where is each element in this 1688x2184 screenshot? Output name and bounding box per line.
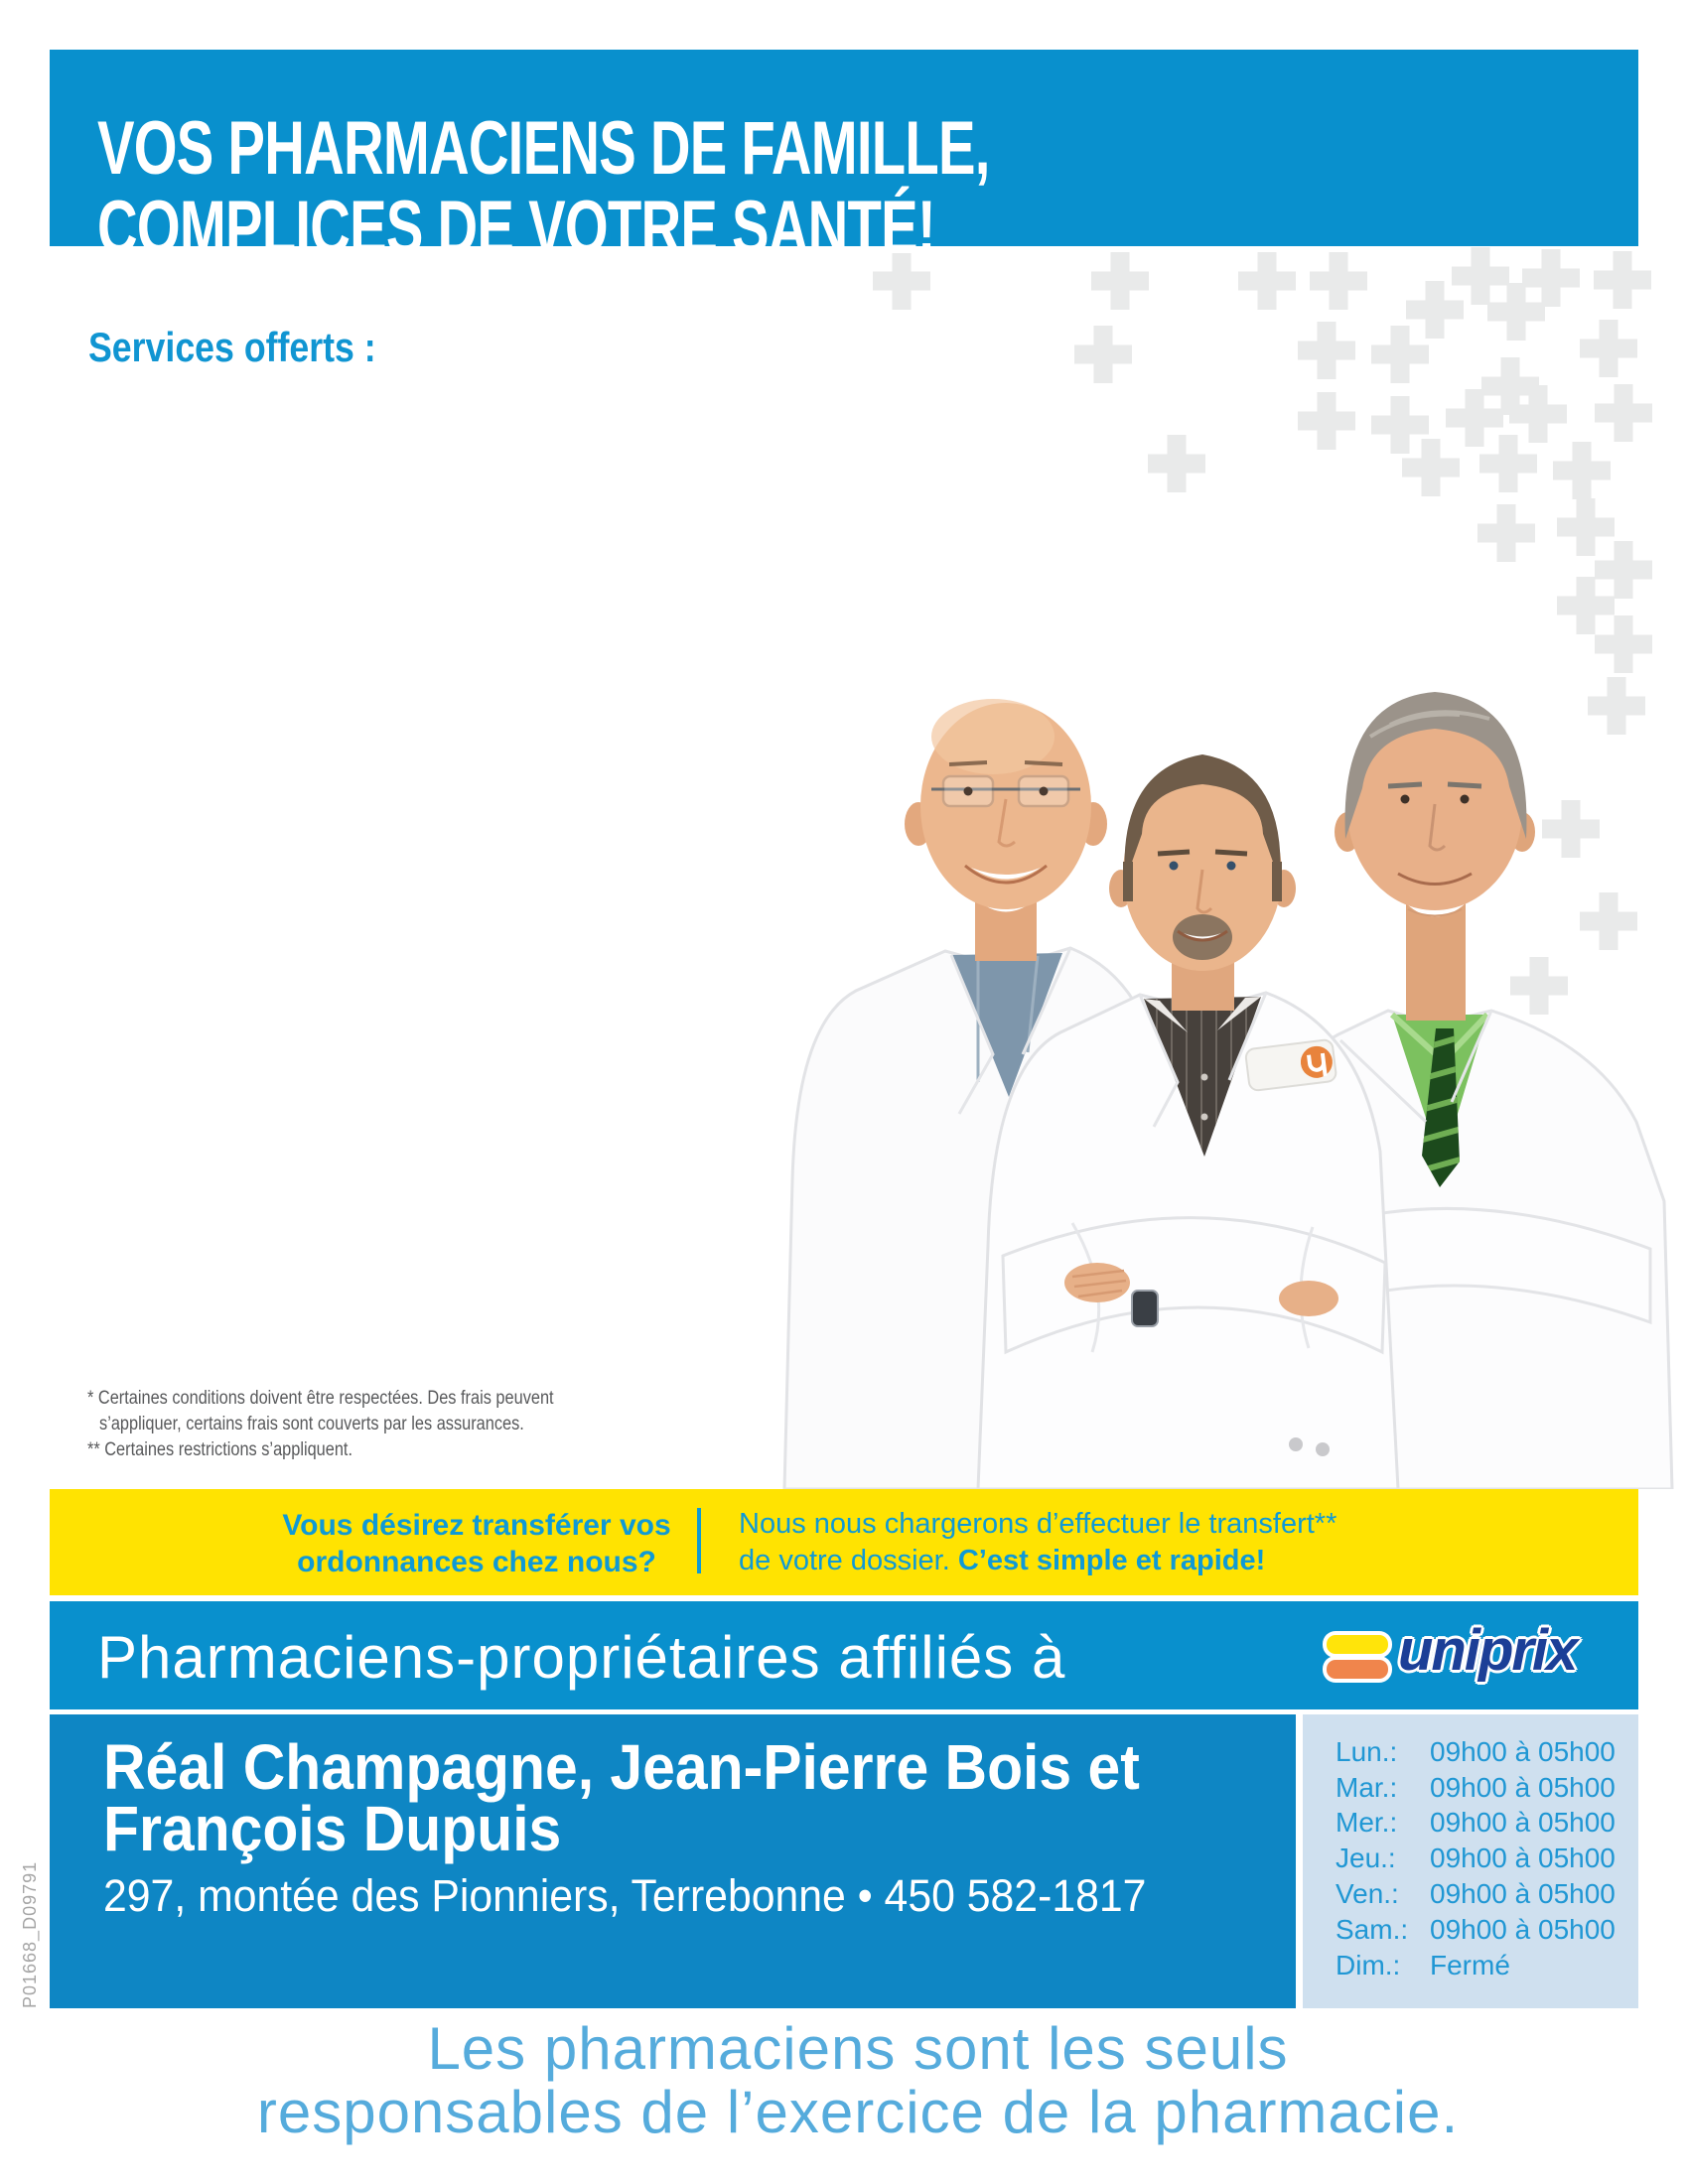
print-code: P01668_D09791: [20, 1860, 40, 2008]
disclaimer: [87, 1386, 554, 1463]
hours-row: [1336, 1734, 1638, 1770]
pharmacy-address: 297, montée des Pionniers, Terrebonne • 450 582-1817: [103, 1870, 1147, 1921]
transfer-question: [238, 1507, 715, 1580]
affiliation-label: Pharmaciens-propriétaires affiliés à: [97, 1624, 1066, 1691]
transfer-answer-line1: Nous nous chargerons d’effectuer le transfert**: [739, 1508, 1337, 1540]
transfer-question-line2: ordonnances chez nous?: [297, 1546, 656, 1578]
hours-day: Dim.:: [1336, 1949, 1401, 1980]
vertical-divider: [697, 1508, 701, 1573]
transfer-answer: [739, 1506, 1336, 1579]
hours-day: Lun.:: [1336, 1735, 1398, 1767]
hours-time: 09h00 à 05h00: [1430, 1771, 1616, 1803]
uniprix-logo: [1327, 1618, 1624, 1699]
owners-panel: [50, 1714, 1296, 2008]
hours-day: Mer.:: [1336, 1807, 1398, 1839]
footer-slogan-line2: responsables de l’exercice de la pharmacie.: [256, 2079, 1460, 2145]
hours-row: [1336, 1841, 1638, 1876]
uniprix-orange-bar: [1327, 1660, 1388, 1679]
hours-row: [1336, 1912, 1638, 1948]
hours-time: 09h00 à 05h00: [1430, 1878, 1616, 1910]
footer-slogan-line1: Les pharmaciens sont les seuls: [427, 2015, 1289, 2082]
transfer-answer-line2: [739, 1543, 1336, 1579]
hours-row: [1336, 1770, 1638, 1806]
header-title-line2: COMPLICES DE VOTRE SANTÉ!: [97, 186, 935, 270]
disclaimer-line2: s’appliquer, certains frais sont couverts par les assurances.: [99, 1414, 524, 1434]
transfer-question-line1: Vous désirez transférer vos: [282, 1509, 671, 1542]
transfer-banner: [50, 1489, 1638, 1595]
uniprix-logo-bars-icon: [1327, 1635, 1388, 1685]
owner-names: [103, 1731, 1140, 1864]
header-banner: [50, 50, 1638, 270]
services-heading: Services offerts :: [88, 324, 376, 370]
hours-day: Jeu.:: [1336, 1843, 1396, 1874]
hours-time: 09h00 à 05h00: [1430, 1843, 1616, 1874]
hours-day: Mar.:: [1336, 1771, 1398, 1803]
hours-row: [1336, 1806, 1638, 1842]
disclaimer-line3: ** Certaines restrictions s’appliquent.: [87, 1439, 353, 1460]
transfer-answer-line2-regular: de votre dossier.: [739, 1545, 958, 1576]
hours-time: 09h00 à 05h00: [1430, 1807, 1616, 1839]
owner-names-line1: Réal Champagne, Jean-Pierre Bois et: [103, 1731, 1140, 1803]
footer-slogan: [99, 2017, 1617, 2144]
disclaimer-line1: * Certaines conditions doivent être respectées. Des frais peuvent: [87, 1388, 554, 1409]
affiliation-banner: [50, 1601, 1638, 1709]
hours-time: 09h00 à 05h00: [1430, 1735, 1616, 1767]
header-title-line1: VOS PHARMACIENS DE FAMILLE,: [97, 106, 990, 191]
uniprix-wordmark: uniprix: [1398, 1618, 1577, 1683]
hours-time: Fermé: [1430, 1949, 1510, 1980]
hours-row: [1336, 1948, 1638, 1983]
owner-names-line2: François Dupuis: [103, 1793, 562, 1864]
hours-day: Ven.:: [1336, 1878, 1399, 1910]
hours-day: Sam.:: [1336, 1913, 1409, 1945]
hours-panel: [1303, 1714, 1638, 2008]
pharmacists-photo: [784, 692, 1672, 1489]
uniprix-yellow-bar: [1327, 1635, 1388, 1654]
hours-time: 09h00 à 05h00: [1430, 1913, 1616, 1945]
hours-row: [1336, 1876, 1638, 1912]
transfer-answer-line2-bold: C’est simple et rapide!: [957, 1545, 1266, 1576]
